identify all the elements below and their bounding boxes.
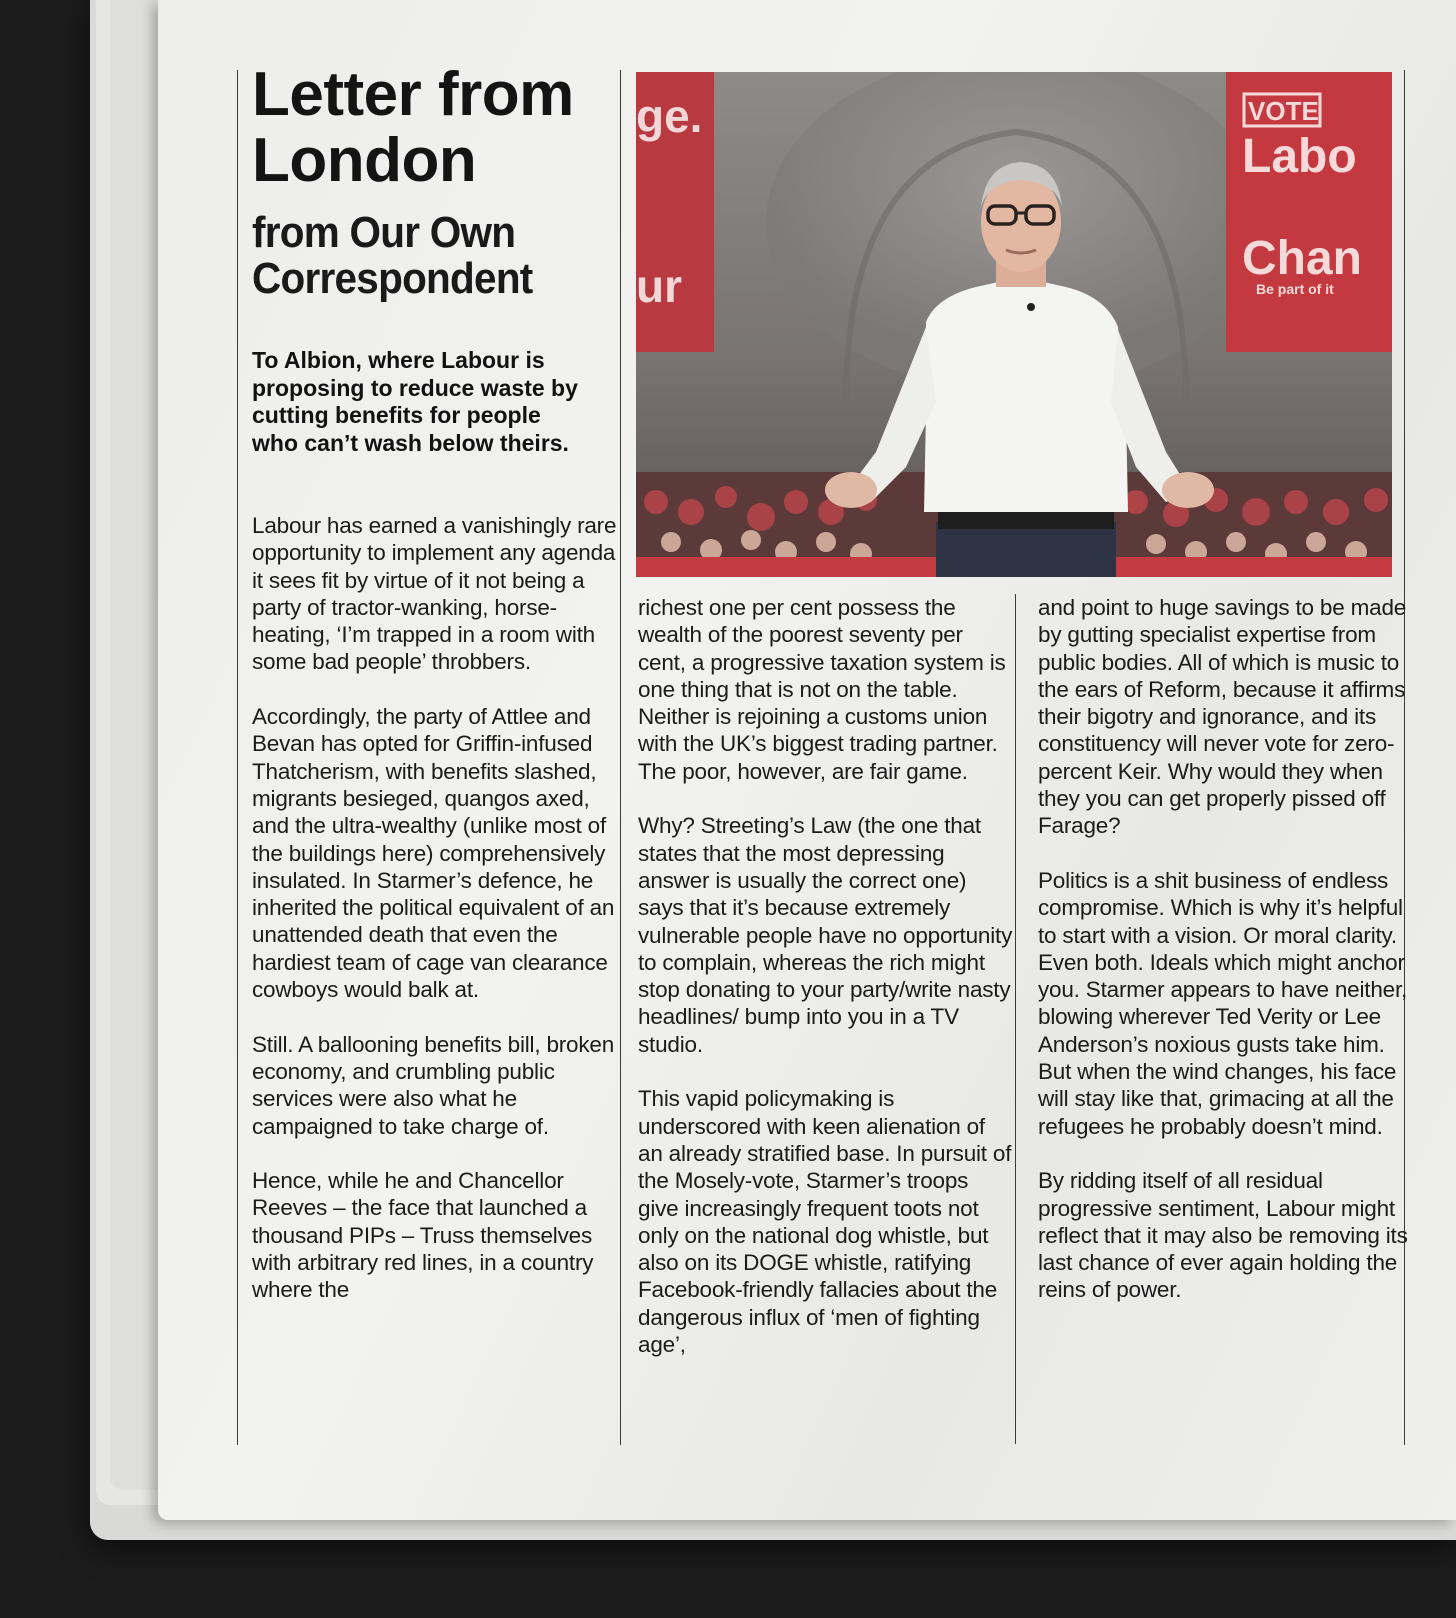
body-paragraph: Why? Streeting’s Law (the one that states that the most depressing answer is usually the correct one) says that it’s because extremely vulnerable people have no opportunity to complain, whereas the rich might stop donating to your party/write nasty headlines/ bump into you in a TV studio. [638,813,1013,1057]
standfirst: To Albion, where Labour is proposing to reduce waste by cutting benefits for people who can’t wash below theirs. [252,347,578,456]
article-photo [636,72,1392,577]
body-paragraph: richest one per cent possess the wealth of the poorest seventy per cent, a progressive taxation system is one thing that is not on the table. Neither is rejoining a customs union with the UK’s biggest trading partner. The poor, however, are fair game. [638,595,1006,784]
body-paragraph: Politics is a shit business of endless compromise. Which is why it’s helpful to start with a vision. Or moral clarity. Even both. Ideals which might anchor you. Starmer appears to have neither, blowing wherever Ted Verity or Lee Anderson’s noxious gusts take him. But when the wind changes, his face will stay like that, grimacing at all the refugees he probably doesn’t mind. [1038,867,1408,1139]
banner-change-text: Chan [1242,232,1362,285]
column-rule-2 [1015,594,1016,1444]
body-paragraph: Hence, while he and Chancellor Reeves – the face that launched a thousand PIPs – Truss themselves with arbitrary red lines, in a country where the [252,1168,594,1303]
banner-left-text: ge. [636,90,703,142]
body-paragraph: Still. A ballooning benefits bill, broken economy, and crumbling public services were also what he campaigned to take charge of. [252,1031,615,1139]
body-paragraph: and point to huge savings to be made by gutting specialist expertise from public bodies. All of which is music to the ears of Reform, because it affirms their bigotry and ignorance, and its constituency will never vote for zero-percent Keir. Why would they when they you can get properly pissed off Farage? [1038,595,1407,839]
article-column-1 [252,512,617,1331]
headline: Letter from London [252,60,574,195]
banner-tagline-text: Be part of it [1256,281,1334,297]
banner-vote-text: VOTE [1248,96,1319,126]
column-rule-1 [620,70,621,1445]
article-column-2 [638,594,1013,1386]
banner-left-text: ur [636,260,682,312]
body-paragraph: This vapid policymaking is underscored with keen alienation of an already stratified base. In pursuit of the Mosely-vote, Starmer’s troops give increasingly frequent toots not only on the national dog whistle, but also on its DOGE whistle, ratifying Facebook-friendly fallacies about the dangerous influx of ‘men of fighting age’, [638,1086,1012,1358]
article-column-3 [1038,594,1410,1331]
body-paragraph: Accordingly, the party of Attlee and Bevan has opted for Griffin-infused Thatcherism, with benefits slashed, migrants besieged, quangos axed, and the ultra-wealthy (unlike most of the buildings here) comprehensively insulated. In Starmer’s defence, he inherited the political equivalent of an unattended death that even the hardiest team of cage van clearance cowboys would balk at. [252,704,615,1003]
body-paragraph: By ridding itself of all residual progressive sentiment, Labour might reflect that it may also be removing its last chance of ever again holding the reins of power. [1038,1168,1408,1303]
column-rule-left [237,70,238,1445]
banner-labour-text: Labo [1242,130,1357,183]
subhead: from Our Own Correspondent [252,208,533,303]
body-paragraph: Labour has earned a vanishingly rare opportunity to implement any agenda it sees fit by virtue of it not being a party of tractor-wanking, horse-heating, ‘I’m trapped in a room with some bad people’ throbbers. [252,513,617,675]
